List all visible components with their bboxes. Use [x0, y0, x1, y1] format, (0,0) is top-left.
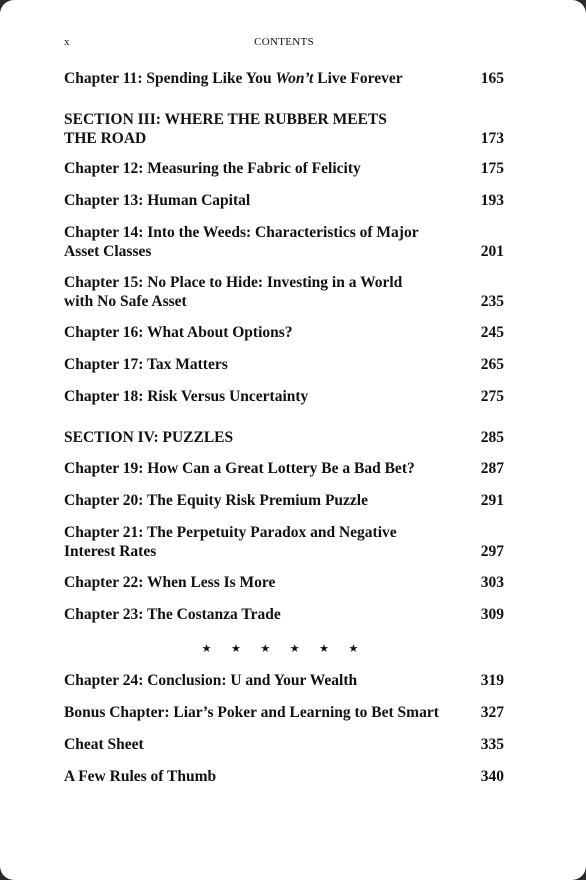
toc-entry-chapter-14[interactable]	[64, 224, 504, 261]
toc-entry-chapter-24[interactable]	[64, 672, 504, 691]
toc-entry-chapter-11[interactable]	[64, 70, 504, 89]
toc-entry-title: Chapter 19: How Can a Great Lottery Be a Bad Bet?	[64, 460, 415, 477]
toc-entry-title: Chapter 11: Spending Like You Won’t Live Forever	[64, 70, 403, 87]
toc-page-number: 201	[480, 242, 504, 260]
toc-page-number: 291	[480, 492, 504, 509]
toc-entry-title: Chapter 15: No Place to Hide: Investing in a World with No Safe Asset	[64, 274, 403, 310]
toc-entry-chapter-22[interactable]	[64, 574, 504, 593]
toc-entry-chapter-12[interactable]	[64, 160, 504, 179]
toc-entry-title: Chapter 13: Human Capital	[64, 192, 251, 209]
toc-page-number: 235	[480, 292, 504, 310]
toc-page-number: 165	[480, 70, 504, 87]
toc-page-number: 319	[480, 672, 504, 689]
toc-entry-chapter-15[interactable]	[64, 274, 504, 311]
toc-page-number: 173	[480, 129, 504, 147]
toc-page-number: 297	[480, 542, 504, 560]
toc-entry-title: Chapter 24: Conclusion: U and Your Wealth	[64, 672, 358, 689]
toc-entry-title: Chapter 18: Risk Versus Uncertainty	[64, 388, 309, 405]
toc-entry-chapter-19[interactable]	[64, 460, 504, 479]
toc-entry-chapter-23[interactable]	[64, 606, 504, 625]
toc-page-number: 303	[480, 574, 504, 591]
emphasis-text: Won’t	[275, 70, 314, 87]
toc-entry-section-4[interactable]	[64, 429, 504, 448]
toc-entry-chapter-13[interactable]	[64, 192, 504, 211]
toc-page-number: 309	[480, 606, 504, 623]
toc-entry-title: A Few Rules of Thumb	[64, 768, 217, 785]
toc-entry-title: Bonus Chapter: Liar’s Poker and Learning to Bet Smart	[64, 704, 439, 721]
toc-entry-title: Chapter 23: The Costanza Trade	[64, 606, 281, 623]
toc-entry-title: SECTION III: WHERE THE RUBBER MEETS THE ROAD	[64, 111, 387, 147]
running-head-title: CONTENTS	[254, 36, 314, 48]
toc-entry-title: Chapter 14: Into the Weeds: Characteristics of Major Asset Classes	[64, 224, 419, 260]
toc-page-number: 285	[480, 429, 504, 446]
toc-entry-bonus-chapter[interactable]	[64, 704, 504, 723]
toc-entry-cheat-sheet[interactable]	[64, 736, 504, 755]
toc-page-number: 327	[480, 704, 504, 721]
page-number: x	[64, 36, 70, 48]
toc-entry-chapter-18[interactable]	[64, 388, 504, 407]
toc-page-number: 193	[480, 192, 504, 209]
toc-entry-title: Cheat Sheet	[64, 736, 144, 753]
section-separator-stars: ★ ★ ★ ★ ★ ★	[201, 642, 367, 655]
toc-entry-title: SECTION IV: PUZZLES	[64, 429, 234, 446]
toc-entry-title: Chapter 21: The Perpetuity Paradox and Negative Interest Rates	[64, 524, 397, 560]
toc-entry-rules-of-thumb[interactable]	[64, 768, 504, 787]
toc-entry-chapter-17[interactable]	[64, 356, 504, 375]
table-of-contents	[64, 0, 504, 880]
toc-entry-title: Chapter 16: What About Options?	[64, 324, 293, 341]
toc-entry-chapter-16[interactable]	[64, 324, 504, 343]
toc-entry-title: Chapter 22: When Less Is More	[64, 574, 276, 591]
toc-entry-title: Chapter 20: The Equity Risk Premium Puzzle	[64, 492, 368, 509]
toc-page-number: 245	[480, 324, 504, 341]
toc-entry-section-3[interactable]	[64, 111, 504, 148]
toc-entry-chapter-20[interactable]	[64, 492, 504, 511]
toc-page-number: 175	[480, 160, 504, 177]
toc-page-number: 265	[480, 356, 504, 373]
toc-page-number: 275	[480, 388, 504, 405]
toc-page-number: 287	[480, 460, 504, 477]
toc-entry-title: Chapter 17: Tax Matters	[64, 356, 228, 373]
toc-entry-chapter-21[interactable]	[64, 524, 504, 561]
toc-page-number: 335	[480, 736, 504, 753]
toc-entry-title: Chapter 12: Measuring the Fabric of Felicity	[64, 160, 361, 177]
toc-page-number: 340	[480, 768, 504, 785]
